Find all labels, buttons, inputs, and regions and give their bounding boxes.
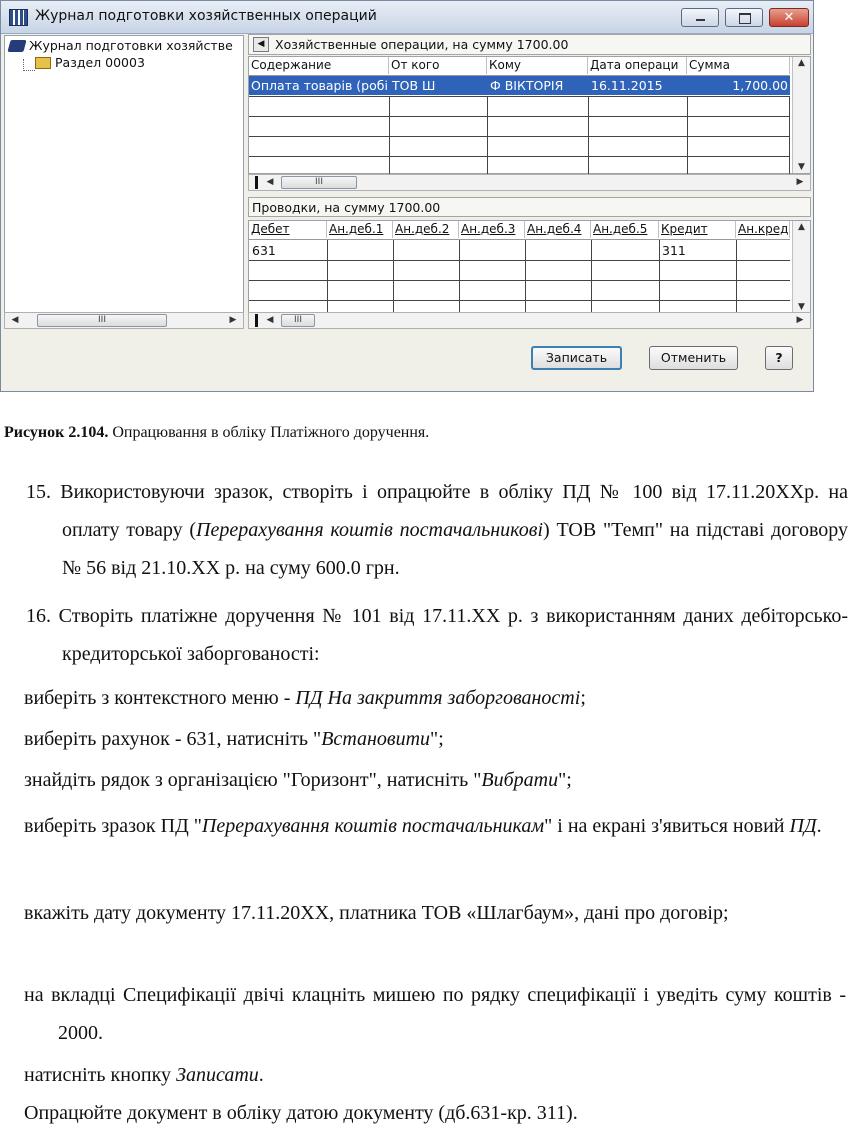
grid-line xyxy=(249,136,790,137)
frozen-column-marker xyxy=(255,176,258,189)
grid-line xyxy=(525,240,526,315)
column-header[interactable]: Ан.деб.5 xyxy=(591,221,659,238)
journal-tree xyxy=(4,35,244,315)
scroll-down-icon[interactable]: ▼ xyxy=(798,302,805,312)
grid-line xyxy=(249,280,790,281)
column-header[interactable]: Содержание xyxy=(249,57,389,74)
substep-text: натисніть кнопку xyxy=(24,1064,177,1086)
step-15-emphasis: Перерахування коштів постачальникові xyxy=(196,519,544,541)
book-icon xyxy=(7,40,26,52)
grid-line xyxy=(249,239,790,240)
substep-select-account xyxy=(24,720,810,758)
journal-window xyxy=(0,0,814,392)
substep-text: . xyxy=(816,815,822,837)
cancel-button[interactable]: Отменить xyxy=(649,346,738,370)
scroll-left-icon[interactable]: ◀ xyxy=(266,315,274,325)
minimize-button[interactable] xyxy=(681,8,719,27)
scroll-right-icon[interactable]: ▶ xyxy=(796,177,804,187)
grid-line xyxy=(487,96,488,175)
grid-line xyxy=(249,75,790,76)
column-header[interactable]: Дебет xyxy=(249,221,327,238)
title-bar[interactable] xyxy=(1,1,813,34)
chevron-left-icon: ◀ xyxy=(257,39,265,49)
figure-caption-label: Рисунок 2.104. xyxy=(4,424,109,441)
operations-panel-header xyxy=(248,34,811,55)
substep-text: " і на екрані з'явиться новий xyxy=(544,815,790,837)
close-button[interactable] xyxy=(769,8,809,27)
scroll-down-icon[interactable]: ▼ xyxy=(798,162,805,172)
collapse-panel-button[interactable] xyxy=(253,37,269,52)
substep-text: "; xyxy=(430,728,444,750)
maximize-icon xyxy=(739,13,751,24)
grid-line xyxy=(591,240,592,315)
substep-text: виберіть з контекстного меню - xyxy=(24,687,296,709)
figure-caption xyxy=(4,424,429,442)
grid-line xyxy=(687,96,688,175)
grid-line xyxy=(249,260,790,261)
table-cell[interactable]: 16.11.2015 xyxy=(589,76,687,95)
scroll-left-icon[interactable]: ◀ xyxy=(266,177,274,187)
grid-line xyxy=(249,156,790,157)
postings-header-text: Проводки, на сумму 1700.00 xyxy=(252,200,441,215)
grid-line xyxy=(789,96,790,175)
scroll-up-icon[interactable]: ▲ xyxy=(798,222,805,232)
table-cell[interactable]: Оплата товарів (робі xyxy=(251,78,388,93)
substep-enter-date: вкажіть дату документу 17.11.20ХХ, платника ТОВ «Шлагбаум», дані про договір; xyxy=(24,902,729,924)
substep-text: "; xyxy=(558,769,572,791)
column-header[interactable]: Ан.деб.2 xyxy=(393,221,459,238)
substep-emphasis: Записати xyxy=(176,1064,259,1086)
tree-connector xyxy=(23,70,35,72)
substep-find-row xyxy=(24,761,810,799)
tree-item-journal[interactable] xyxy=(9,38,233,53)
column-header[interactable]: Кому xyxy=(487,57,588,74)
step-15-text-end: ) ТОВ "Темп" на підставі договору № 56 від 21.10.ХХ р. на суму 600.0 грн. xyxy=(62,519,848,579)
step-16: 16. Створіть платіжне доручення № 101 від 17.11.ХХ р. з використанням даних дебіторсько-кредиторської заборгованості: xyxy=(26,605,848,665)
step-15 xyxy=(26,473,848,587)
grid-line xyxy=(588,96,589,175)
table-cell[interactable]: 1,700.00 xyxy=(688,76,790,95)
column-header[interactable]: Ан.деб.3 xyxy=(459,221,525,238)
scroll-right-icon[interactable]: ▶ xyxy=(796,315,804,325)
column-header[interactable]: Ан.деб.4 xyxy=(525,221,591,238)
window-title: Журнал подготовки хозяйственных операций xyxy=(35,8,377,24)
substep-text: знайдіть рядок з організацією "Горизонт", натисніть " xyxy=(24,769,482,791)
minimize-icon xyxy=(696,19,705,21)
operations-grid xyxy=(248,56,811,174)
scroll-thumb[interactable]: III xyxy=(37,314,167,327)
grid-line xyxy=(389,96,390,175)
substep-text: . xyxy=(258,1064,264,1086)
save-button[interactable]: Записать xyxy=(531,346,622,370)
table-cell[interactable]: ТОВ Ш xyxy=(390,76,487,95)
column-header[interactable]: Ан.деб.1 xyxy=(327,221,393,238)
scroll-left-icon[interactable]: ◀ xyxy=(11,315,19,325)
table-cell[interactable]: 311 xyxy=(662,243,686,258)
substep-press-save xyxy=(24,1056,810,1094)
column-header[interactable]: Дата операци xyxy=(588,57,687,74)
journal-app-icon xyxy=(9,9,28,26)
column-header[interactable]: Ан.кред xyxy=(738,222,789,236)
column-header[interactable]: Кредит xyxy=(659,221,736,238)
tree-item-section-label: Раздел 00003 xyxy=(55,55,145,70)
scroll-thumb[interactable]: III xyxy=(281,176,357,189)
folder-icon xyxy=(35,57,51,69)
grid-line xyxy=(249,96,790,97)
table-cell[interactable]: Ф ВІКТОРІЯ xyxy=(488,76,588,95)
substep-emphasis: ПД xyxy=(789,815,817,837)
tree-item-section[interactable] xyxy=(35,55,145,70)
substep-text: ; xyxy=(580,687,586,709)
postings-vertical-scrollbar[interactable] xyxy=(792,221,810,313)
substep-context-menu xyxy=(24,679,810,717)
postings-panel-header xyxy=(248,197,811,217)
final-step: Опрацюйте документ в обліку датою документу (дб.631-кр. 311). xyxy=(24,1102,578,1124)
grid-line xyxy=(249,116,790,117)
substep-text: виберіть рахунок - 631, натисніть " xyxy=(24,728,322,750)
help-button[interactable]: ? xyxy=(765,346,793,370)
grid-line xyxy=(459,240,460,315)
substep-emphasis: Перерахування коштів постачальникам xyxy=(201,815,545,837)
operations-header-text: Хозяйственные операции, на сумму 1700.00 xyxy=(275,37,569,52)
postings-grid xyxy=(248,220,811,314)
column-header[interactable]: От кого xyxy=(389,57,487,74)
grid-line xyxy=(249,300,790,301)
substep-emphasis: Вибрати xyxy=(481,769,559,791)
step-15-text: 15. Використовуючи зразок, створіть і опрацюйте в обліку ПД № 100 від 17.11.20ХХр. на оплату товару ( xyxy=(26,481,848,541)
close-icon: ✕ xyxy=(783,10,795,25)
substep-text: виберіть зразок ПД " xyxy=(24,815,202,837)
tree-item-journal-label: Журнал подготовки хозяйстве xyxy=(29,38,233,53)
substep-emphasis: ПД На закриття заборгованості xyxy=(295,687,581,709)
tree-horizontal-scrollbar[interactable] xyxy=(4,312,244,329)
substep-emphasis: Встановити xyxy=(321,728,431,750)
column-header[interactable]: Сумма xyxy=(687,57,790,74)
postings-horizontal-scrollbar[interactable] xyxy=(248,312,811,329)
grid-line xyxy=(327,240,328,315)
grid-line xyxy=(659,240,660,315)
substep-select-template xyxy=(24,807,846,845)
figure-caption-text: Опрацювання в обліку Платіжного доручення. xyxy=(108,424,430,441)
operations-horizontal-scrollbar[interactable] xyxy=(248,174,811,191)
maximize-button[interactable] xyxy=(725,8,763,27)
grid-line xyxy=(736,240,737,315)
substep-specification: на вкладці Специфікації двічі клацніть мишею по рядку специфікації і уведіть суму коштів - 2000. xyxy=(24,984,846,1044)
frozen-column-marker xyxy=(255,314,258,327)
operations-vertical-scrollbar[interactable] xyxy=(792,57,810,173)
scroll-right-icon[interactable]: ▶ xyxy=(229,315,237,325)
scroll-up-icon[interactable]: ▲ xyxy=(798,58,805,68)
table-cell[interactable]: 631 xyxy=(252,243,276,258)
scroll-thumb[interactable]: III xyxy=(281,314,315,327)
grid-line xyxy=(393,240,394,315)
